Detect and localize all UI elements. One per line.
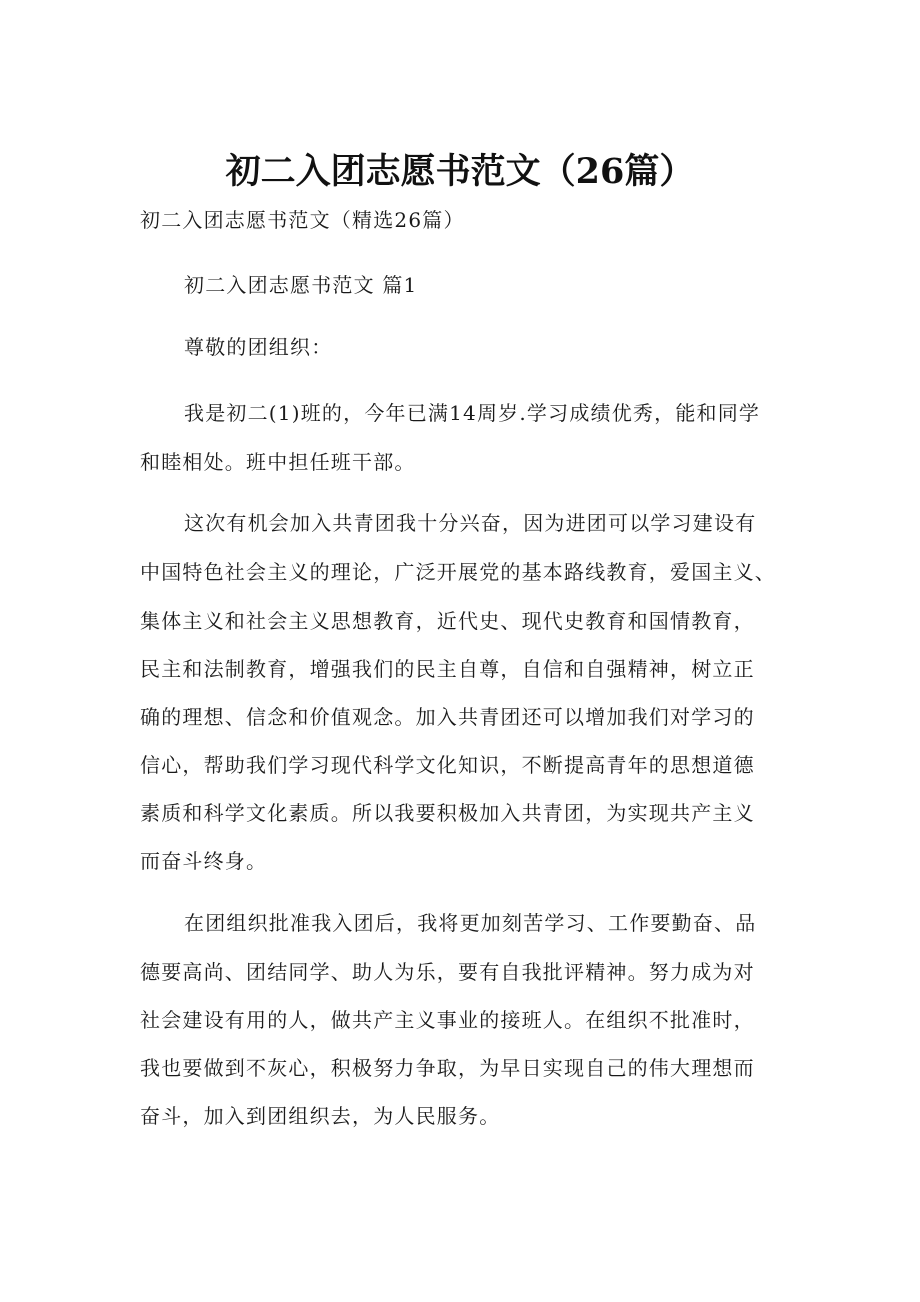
paragraph-line: 和睦相处。班中担任班干部。 — [140, 450, 416, 474]
paragraph-line: 奋斗，加入到团组织去，为人民服务。 — [140, 1104, 501, 1128]
paragraph-line: 这次有机会加入共青团我十分兴奋，因为进团可以学习建设有 — [184, 511, 757, 535]
document-subtitle: 初二入团志愿书范文（精选26篇） — [140, 208, 465, 232]
paragraph-line: 民主和法制教育，增强我们的民主自尊，自信和自强精神，树立正 — [140, 657, 755, 681]
paragraph-line: 而奋斗终身。 — [140, 849, 268, 873]
document-title: 初二入团志愿书范文（26篇） — [225, 151, 695, 192]
paragraph-line: 我也要做到不灰心，积极努力争取，为早日实现自己的伟大理想而 — [140, 1056, 755, 1080]
paragraph-line: 我是初二(1)班的，今年已满14周岁.学习成绩优秀，能和同学 — [184, 401, 761, 425]
section-heading: 初二入团志愿书范文 篇1 — [184, 273, 418, 297]
paragraph-line: 确的理想、信念和价值观念。加入共青团还可以增加我们对学习的 — [140, 705, 755, 729]
paragraph-line: 中国特色社会主义的理论，广泛开展党的基本路线教育，爱国主义、 — [140, 560, 776, 584]
salutation: 尊敬的团组织： — [184, 335, 333, 359]
paragraph-line: 社会建设有用的人，做共产主义事业的接班人。在组织不批准时， — [140, 1008, 755, 1032]
paragraph-line: 集体主义和社会主义思想教育，近代史、现代史教育和国情教育， — [140, 609, 755, 633]
paragraph-line: 在团组织批准我入团后，我将更加刻苦学习、工作要勤奋、品 — [184, 911, 757, 935]
paragraph-line: 素质和科学文化素质。所以我要积极加入共青团，为实现共产主义 — [140, 801, 755, 825]
paragraph-line: 信心，帮助我们学习现代科学文化知识，不断提高青年的思想道德 — [140, 753, 755, 777]
paragraph-line: 德要高尚、团结同学、助人为乐，要有自我批评精神。努力成为对 — [140, 960, 755, 984]
